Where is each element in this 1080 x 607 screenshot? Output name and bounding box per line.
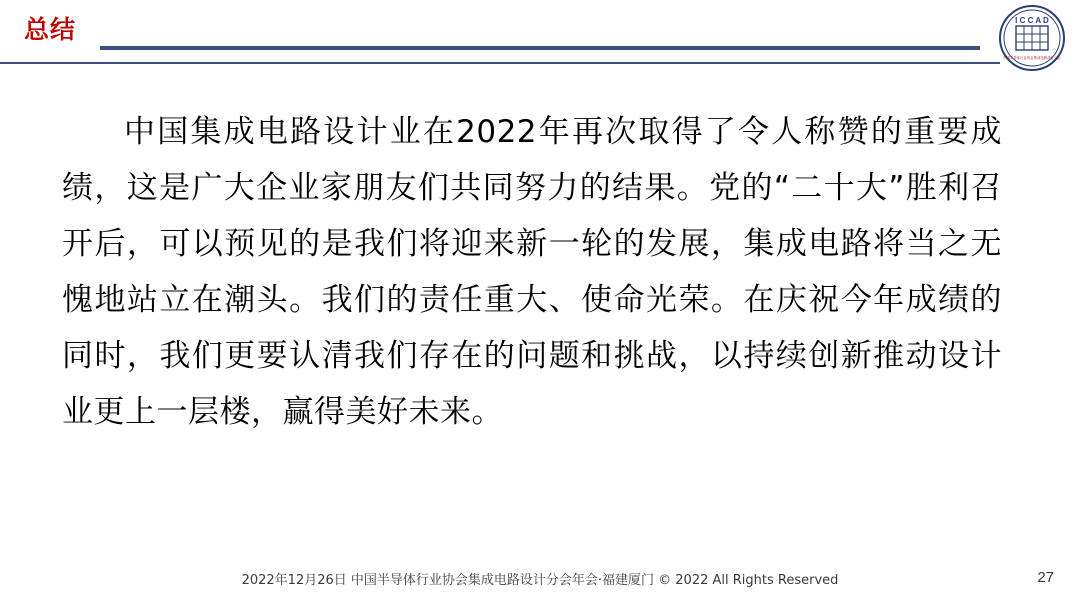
slide-body-text: 中国集成电路设计业在2022年再次取得了令人称赞的重要成绩，这是广大企业家朋友们共同努力的结果。党的“二十大”胜利召开后，可以预见的是我们将迎来新一轮的发展，集成电路将当之无愧地站立在潮头。我们的责任重大、使命光荣。在庆祝今年成绩的同时，我们更要认清我们存在的问题和挑战，以持续创新推动设计业更上一层楼，赢得美好未来。 bbox=[62, 114, 1002, 430]
svg-text:中国半导体行业协会集成电路设计分会: 中国半导体行业协会集成电路设计分会 bbox=[1003, 56, 1061, 60]
page-title: 总结 bbox=[24, 16, 77, 44]
iccad-logo-icon bbox=[998, 4, 1066, 72]
page-number: 27 bbox=[1037, 569, 1054, 586]
header-rule-thin bbox=[0, 62, 1000, 64]
header-rule-thick bbox=[100, 46, 980, 50]
slide-footer bbox=[0, 569, 1080, 591]
footer-copyright: 2022年12月26日 中国半导体行业协会集成电路设计分会年会·福建厦门 © 2022 All Rights Reserved bbox=[241, 573, 839, 588]
slide-header bbox=[0, 0, 1080, 78]
svg-text:I C C A D: I C C A D bbox=[1015, 16, 1049, 25]
